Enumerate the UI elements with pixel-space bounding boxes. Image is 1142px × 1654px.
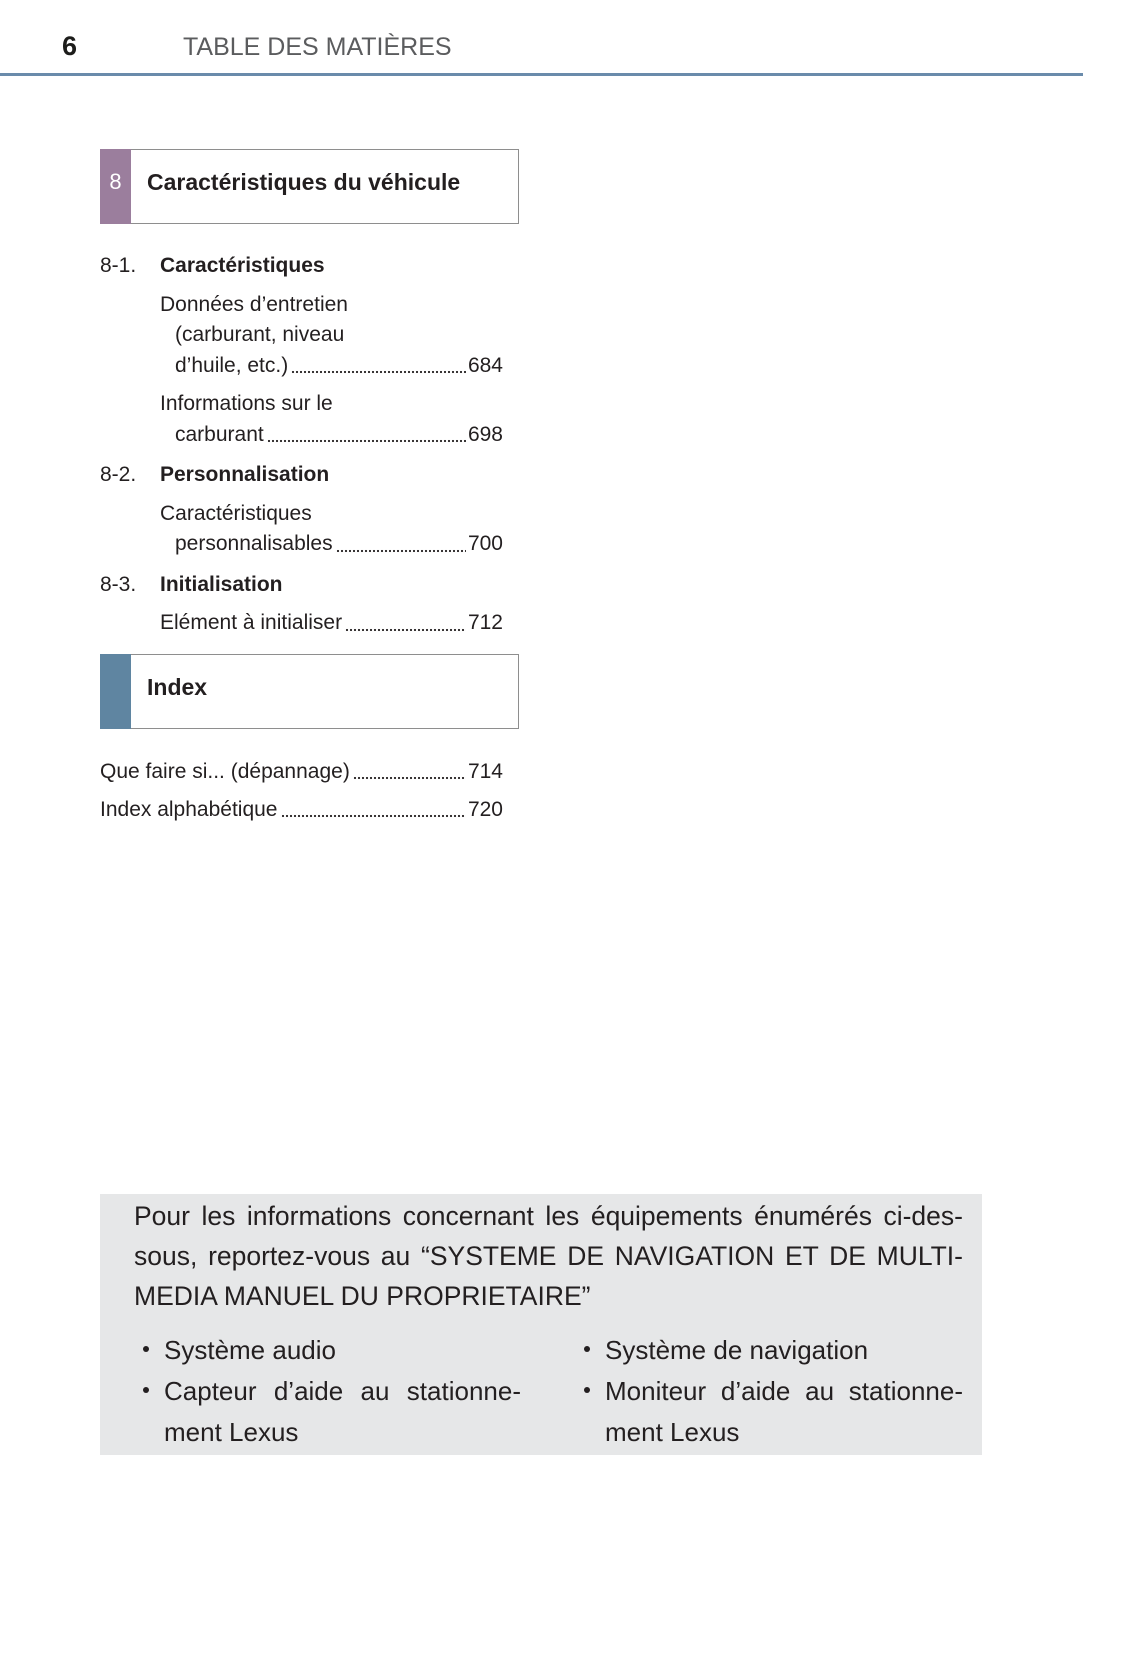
- page-ref: 712: [467, 611, 503, 634]
- section-number: 8-2.: [100, 463, 137, 486]
- page-ref: 714: [467, 759, 503, 783]
- entry-label: carburant: [175, 422, 264, 446]
- note-text-line: sous, reportez-vous au “SYSTEME DE NAVIGATION ET DE MULTI-: [134, 1241, 963, 1271]
- list-item-line: Moniteur d’aide au stationne-: [605, 1375, 963, 1406]
- entry-label: d’huile, etc.): [175, 353, 289, 377]
- list-item: [605, 1330, 963, 1371]
- page-number: 6: [62, 31, 78, 61]
- bullet-icon: [143, 1346, 149, 1352]
- dot-leader: [345, 628, 466, 632]
- toc-list: [100, 251, 503, 639]
- entry-last-line: [100, 795, 503, 826]
- section-title: Caractéristiques: [160, 254, 325, 277]
- toc-entry: [100, 389, 503, 450]
- section-heading: [100, 460, 503, 491]
- index-heading-box: [100, 654, 519, 729]
- page-ref: 684: [467, 353, 503, 377]
- note-box: [100, 1194, 982, 1455]
- page-ref: 720: [467, 797, 503, 821]
- note-bullet-column-left: [164, 1330, 521, 1453]
- chapter-heading-box: [100, 149, 519, 224]
- entry-label: Index alphabétique: [100, 797, 278, 821]
- list-item-line: Système de navigation: [605, 1334, 869, 1365]
- toc-entry: [100, 757, 503, 788]
- bullet-icon: [584, 1387, 590, 1393]
- page-title: TABLE DES MATIÈRES: [183, 33, 452, 61]
- entry-line: Données d’entretien: [160, 292, 348, 316]
- entry-label: Elément à initialiser: [160, 611, 343, 634]
- section-heading: [100, 251, 503, 282]
- list-item: [164, 1371, 521, 1453]
- note-bullet-column-right: [605, 1330, 963, 1453]
- dot-leader: [267, 439, 466, 443]
- toc-entry: [100, 795, 503, 826]
- table-of-contents: [100, 149, 519, 825]
- entry-last-line: [160, 529, 503, 560]
- dot-leader: [353, 776, 466, 780]
- note-text-line: Pour les informations concernant les équipements énumérés ci-des-: [134, 1201, 963, 1231]
- entry-last-line: [100, 757, 503, 788]
- toc-entry: [100, 608, 503, 639]
- list-item-line: Système audio: [164, 1334, 336, 1365]
- index-list: [100, 757, 503, 826]
- section-number: 8-3.: [100, 572, 137, 596]
- dot-leader: [336, 549, 466, 553]
- index-title: Index: [147, 674, 208, 700]
- toc-section-8-1: [100, 251, 503, 450]
- index-tab: [100, 654, 131, 729]
- list-item: [164, 1330, 521, 1371]
- entry-last-line: [160, 420, 503, 451]
- entry-label: personnalisables: [175, 532, 333, 555]
- bullet-icon: [584, 1346, 590, 1352]
- section-number: 8-1.: [100, 254, 137, 277]
- toc-entry: [100, 290, 503, 382]
- list-item-line: ment Lexus: [164, 1416, 299, 1447]
- entry-line: (carburant, niveau: [175, 323, 345, 346]
- entry-line: Caractéristiques: [160, 501, 312, 525]
- section-heading: [100, 570, 503, 601]
- entry-last-line: [160, 351, 503, 382]
- chapter-number-tab: [100, 149, 131, 224]
- page-ref: 698: [467, 422, 503, 446]
- list-item-line: Capteur d’aide au stationne-: [164, 1375, 521, 1406]
- entry-last-line: [160, 608, 503, 639]
- toc-section-8-2: [100, 460, 503, 560]
- chapter-number: 8: [109, 169, 122, 194]
- dot-leader: [281, 814, 466, 818]
- section-title: Initialisation: [160, 572, 283, 596]
- dot-leader: [291, 370, 466, 374]
- header-rule: [0, 73, 1083, 76]
- page-ref: 700: [467, 532, 503, 555]
- entry-label: Que faire si... (dépannage): [100, 759, 350, 783]
- note-text-line: MEDIA MANUEL DU PROPRIETAIRE”: [134, 1281, 591, 1311]
- chapter-title: Caractéristiques du véhicule: [147, 169, 461, 195]
- list-item-line: ment Lexus: [605, 1416, 740, 1447]
- toc-entry: [100, 499, 503, 560]
- section-title: Personnalisation: [160, 463, 330, 486]
- bullet-icon: [143, 1387, 149, 1393]
- list-item: [605, 1371, 963, 1453]
- toc-section-8-3: [100, 570, 503, 639]
- entry-line: Informations sur le: [160, 392, 333, 415]
